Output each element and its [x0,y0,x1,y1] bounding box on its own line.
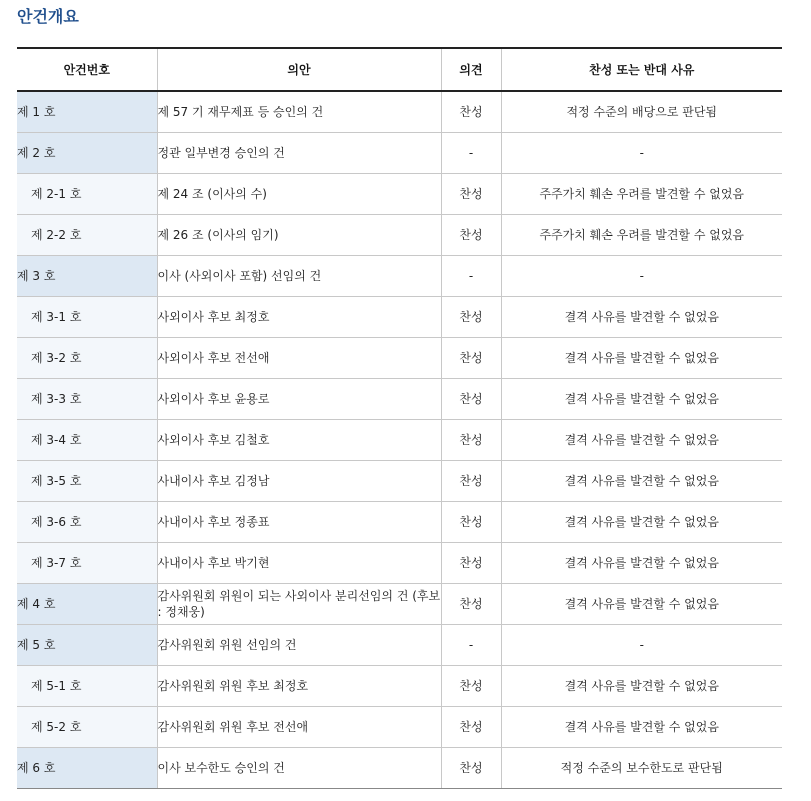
agenda-opinion: 찬성 [441,666,501,707]
agenda-opinion: 찬성 [441,379,501,420]
agenda-number: 제 1 호 [17,91,157,133]
table-row [17,133,782,174]
header-number: 안건번호 [17,48,157,91]
table-row [17,338,782,379]
agenda-item: 감사위원회 위원 후보 최정호 [157,666,441,707]
table-row [17,625,782,666]
table-row [17,174,782,215]
agenda-opinion: 찬성 [441,461,501,502]
header-item: 의안 [157,48,441,91]
agenda-item: 감사위원회 위원 후보 전선애 [157,707,441,748]
agenda-number: 제 3 호 [17,256,157,297]
table-row [17,543,782,584]
table-row [17,707,782,748]
agenda-reason: - [501,133,782,174]
agenda-opinion: 찬성 [441,748,501,789]
agenda-table [17,47,782,789]
table-row [17,297,782,338]
agenda-item: 사외이사 후보 김철호 [157,420,441,461]
agenda-opinion: 찬성 [441,215,501,256]
agenda-reason: 적정 수준의 배당으로 판단됨 [501,91,782,133]
agenda-number: 제 6 호 [17,748,157,789]
agenda-opinion: 찬성 [441,502,501,543]
agenda-opinion: 찬성 [441,297,501,338]
agenda-number: 제 5-1 호 [17,666,157,707]
agenda-item: 정관 일부변경 승인의 건 [157,133,441,174]
agenda-body [17,91,782,789]
agenda-reason: 결격 사유를 발견할 수 없었음 [501,502,782,543]
table-row [17,748,782,789]
agenda-item: 사내이사 후보 박기현 [157,543,441,584]
table-row [17,420,782,461]
agenda-reason: 결격 사유를 발견할 수 없었음 [501,584,782,625]
agenda-reason: 주주가치 훼손 우려를 발견할 수 없었음 [501,215,782,256]
table-row [17,584,782,625]
agenda-reason: 결격 사유를 발견할 수 없었음 [501,543,782,584]
agenda-reason: - [501,625,782,666]
table-row [17,256,782,297]
agenda-number: 제 3-5 호 [17,461,157,502]
header-opinion: 의견 [441,48,501,91]
agenda-item: 제 24 조 (이사의 수) [157,174,441,215]
agenda-reason: 결격 사유를 발견할 수 없었음 [501,379,782,420]
agenda-opinion: - [441,133,501,174]
agenda-reason: 적정 수준의 보수한도로 판단됨 [501,748,782,789]
table-row [17,91,782,133]
header-row [17,48,782,91]
table-row [17,215,782,256]
agenda-number: 제 2 호 [17,133,157,174]
agenda-number: 제 3-3 호 [17,379,157,420]
agenda-number: 제 5-2 호 [17,707,157,748]
agenda-item: 감사위원회 위원 선임의 건 [157,625,441,666]
agenda-number: 제 3-4 호 [17,420,157,461]
agenda-item: 사외이사 후보 윤용로 [157,379,441,420]
agenda-opinion: 찬성 [441,584,501,625]
agenda-reason: 결격 사유를 발견할 수 없었음 [501,420,782,461]
agenda-opinion: 찬성 [441,174,501,215]
agenda-item: 제 26 조 (이사의 임기) [157,215,441,256]
agenda-item: 사내이사 후보 정종표 [157,502,441,543]
table-row [17,461,782,502]
agenda-number: 제 3-1 호 [17,297,157,338]
agenda-opinion: 찬성 [441,420,501,461]
agenda-reason: 결격 사유를 발견할 수 없었음 [501,666,782,707]
section-title: 안건개요 [17,7,79,26]
agenda-reason: 결격 사유를 발견할 수 없었음 [501,461,782,502]
agenda-number: 제 4 호 [17,584,157,625]
agenda-number: 제 3-7 호 [17,543,157,584]
agenda-opinion: 찬성 [441,707,501,748]
agenda-item: 사외이사 후보 전선애 [157,338,441,379]
agenda-number: 제 5 호 [17,625,157,666]
agenda-reason: 결격 사유를 발견할 수 없었음 [501,707,782,748]
agenda-number: 제 3-6 호 [17,502,157,543]
agenda-item: 사내이사 후보 김정남 [157,461,441,502]
agenda-number: 제 2-2 호 [17,215,157,256]
agenda-reason: - [501,256,782,297]
agenda-reason: 주주가치 훼손 우려를 발견할 수 없었음 [501,174,782,215]
table-row [17,666,782,707]
agenda-number: 제 2-1 호 [17,174,157,215]
agenda-opinion: - [441,256,501,297]
agenda-opinion: 찬성 [441,543,501,584]
agenda-number: 제 3-2 호 [17,338,157,379]
table-row [17,502,782,543]
agenda-opinion: 찬성 [441,338,501,379]
agenda-reason: 결격 사유를 발견할 수 없었음 [501,297,782,338]
table-row [17,379,782,420]
agenda-item: 감사위원회 위원이 되는 사외이사 분리선임의 건 (후보 : 정채웅) [157,584,441,625]
agenda-item: 사외이사 후보 최정호 [157,297,441,338]
agenda-item: 이사 보수한도 승인의 건 [157,748,441,789]
agenda-opinion: 찬성 [441,91,501,133]
agenda-reason: 결격 사유를 발견할 수 없었음 [501,338,782,379]
header-reason: 찬성 또는 반대 사유 [501,48,782,91]
agenda-item: 이사 (사외이사 포함) 선임의 건 [157,256,441,297]
agenda-opinion: - [441,625,501,666]
agenda-item: 제 57 기 재무제표 등 승인의 건 [157,91,441,133]
